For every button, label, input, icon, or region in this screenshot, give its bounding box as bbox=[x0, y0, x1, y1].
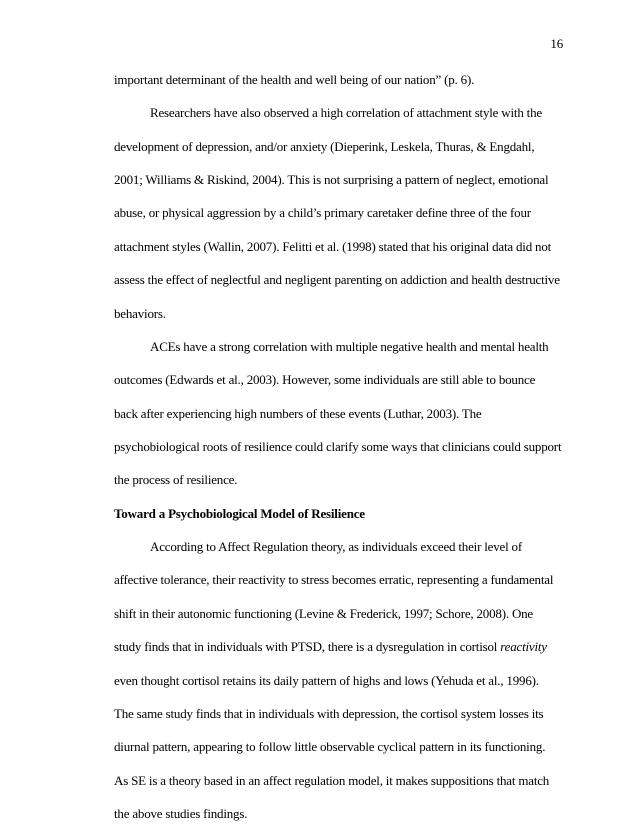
text-line-9: ACEs have a strong correlation with multiple negative health and mental health bbox=[150, 338, 549, 354]
text-line-4: 2001; Williams & Riskind, 2004). This is not surprising a pattern of neglect, emotional bbox=[114, 172, 549, 188]
text-line-19: even thought cortisol retains its daily pattern of highs and lows (Yehuda et al., 1996). bbox=[114, 672, 539, 688]
text-line-18-start: study finds that in individuals with PTSD, there is a dysregulation in cortisol bbox=[114, 639, 501, 655]
section-heading: Toward a Psychobiological Model of Resilience bbox=[114, 505, 365, 521]
text-line-6: attachment styles (Wallin, 2007). Felitti et al. (1998) stated that his original data did not bbox=[114, 238, 552, 254]
text-line-5: abuse, or physical aggression by a child’s primary caretaker define three of the four bbox=[114, 205, 531, 221]
text-line-3: development of depression, and/or anxiety (Dieperink, Leskela, Thuras, & Engdahl, bbox=[114, 138, 535, 154]
text-line-21: diurnal pattern, appearing to follow little observable cyclical pattern in its functioning. bbox=[114, 739, 546, 755]
text-line-15: According to Affect Regulation theory, as individuals exceed their level of bbox=[150, 539, 522, 555]
text-line-23: the above studies findings. bbox=[114, 806, 248, 821]
text-line-18 bbox=[114, 639, 547, 655]
text-line-16: affective tolerance, their reactivity to stress becomes erratic, representing a fundamental bbox=[114, 572, 554, 588]
text-line-7: assess the effect of neglectful and negligent parenting on addiction and health destructive bbox=[114, 272, 560, 288]
text-line-10: outcomes (Edwards et al., 2003). However, some individuals are still able to bounce bbox=[114, 372, 536, 388]
text-line-1: important determinant of the health and well being of our nation” (p. 6). bbox=[114, 72, 475, 87]
text-line-2: Researchers have also observed a high correlation of attachment style with the bbox=[150, 105, 542, 121]
text-line-8: behaviors. bbox=[114, 305, 166, 321]
text-line-20: The same study finds that in individuals with depression, the cortisol system losses its bbox=[114, 705, 544, 721]
page-number: 16 bbox=[550, 36, 563, 51]
text-line-11: back after experiencing high numbers of these events (Luthar, 2003). The bbox=[114, 405, 482, 421]
text-line-12: psychobiological roots of resilience could clarify some ways that clinicians could support bbox=[114, 439, 562, 454]
text-line-13: the process of resilience. bbox=[114, 472, 238, 488]
text-line-22: As SE is a theory based in an affect regulation model, it makes suppositions that match bbox=[114, 772, 550, 788]
text-line-17: shift in their autonomic functioning (Levine & Frederick, 1997; Schore, 2008). One bbox=[114, 605, 533, 621]
italic-term-reactivity: reactivity bbox=[500, 639, 547, 655]
